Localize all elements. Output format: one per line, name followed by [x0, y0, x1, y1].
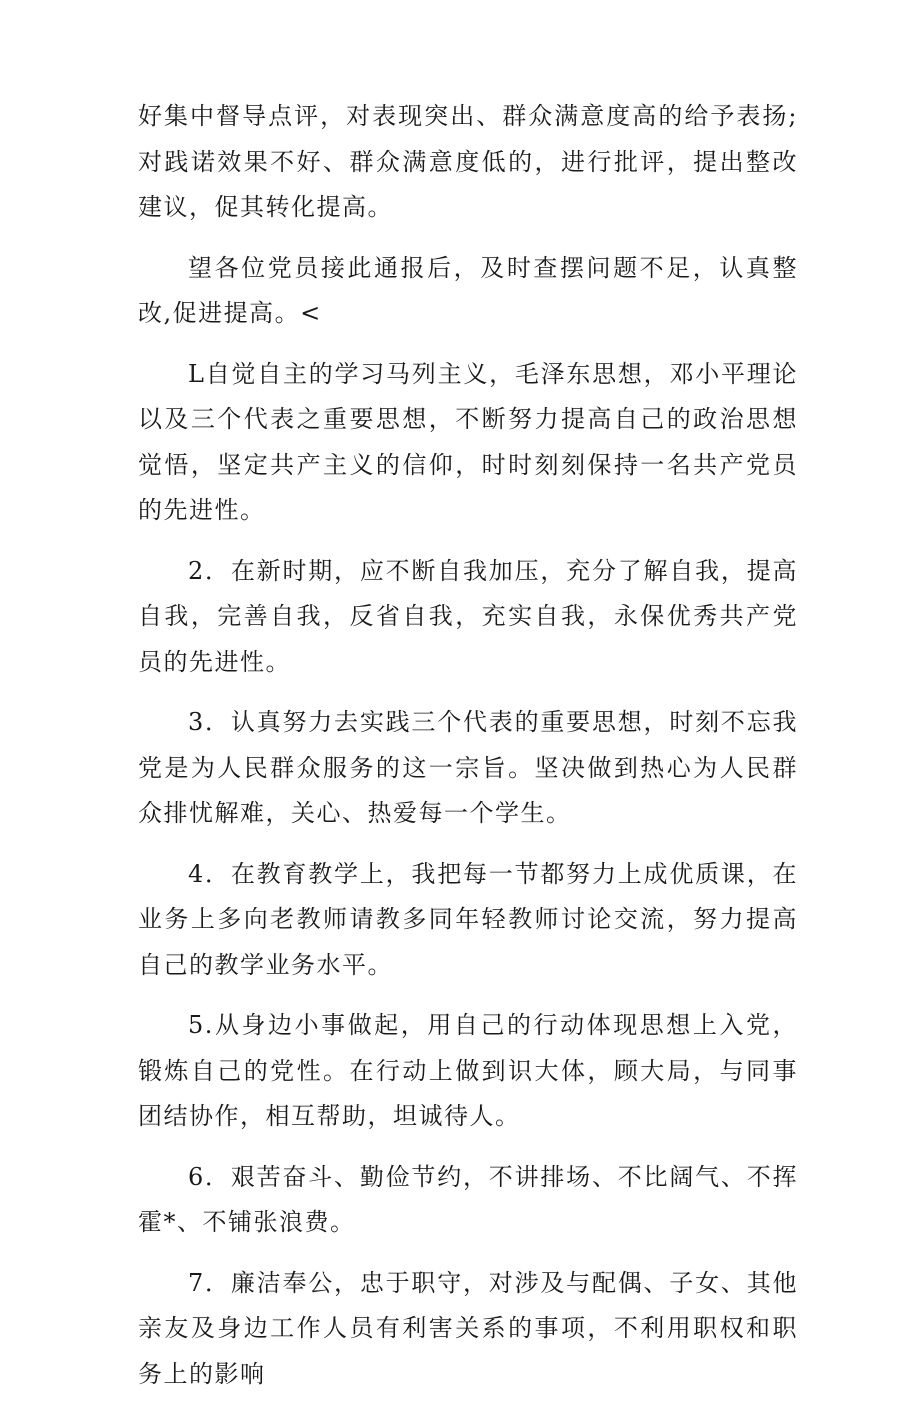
document-body — [138, 94, 798, 1412]
paragraph-continuation: 好集中督导点评，对表现突出、群众满意度高的给予表扬;对践诺效果不好、群众满意度低的，进行批评，提出整改建议，促其转化提高。 — [138, 102, 798, 221]
list-item-5: 5.从身边小事做起，用自己的行动体现思想上入党，锻炼自己的党性。在行动上做到识大体，顾大局，与同事团结协作，相互帮助，坦诚待人。 — [138, 1011, 798, 1130]
list-item-3: 3．认真努力去实践三个代表的重要思想，时刻不忘我党是为人民群众服务的这一宗旨。坚决做到热心为人民群众排忧解难，关心、热爱每一个学生。 — [138, 708, 798, 827]
list-item-6: 6．艰苦奋斗、勤俭节约，不讲排场、不比阔气、不挥霍*、不铺张浪费。 — [138, 1162, 798, 1236]
paragraph-notice: 望各位党员接此通报后，及时查摆问题不足，认真整改,促进提高。< — [138, 253, 798, 327]
list-item-1: L自觉自主的学习马列主义，毛泽东思想，邓小平理论以及三个代表之重要思想，不断努力提高自己的政治思想觉悟，坚定共产主义的信仰，时时刻刻保持一名共产党员的先进性。 — [138, 359, 798, 524]
list-item-7: 7．廉洁奉公，忠于职守，对涉及与配偶、子女、其他亲友及身边工作人员有利害关系的事项，不利用职权和职务上的影响 — [138, 1268, 798, 1388]
list-item-2: 2．在新时期，应不断自我加压，充分了解自我，提高自我，完善自我，反省自我，充实自我，永保优秀共产党员的先进性。 — [138, 556, 798, 676]
list-item-4: 4．在教育教学上，我把每一节都努力上成优质课，在业务上多向老教师请教多同年轻教师讨论交流，努力提高自己的教学业务水平。 — [138, 859, 798, 979]
